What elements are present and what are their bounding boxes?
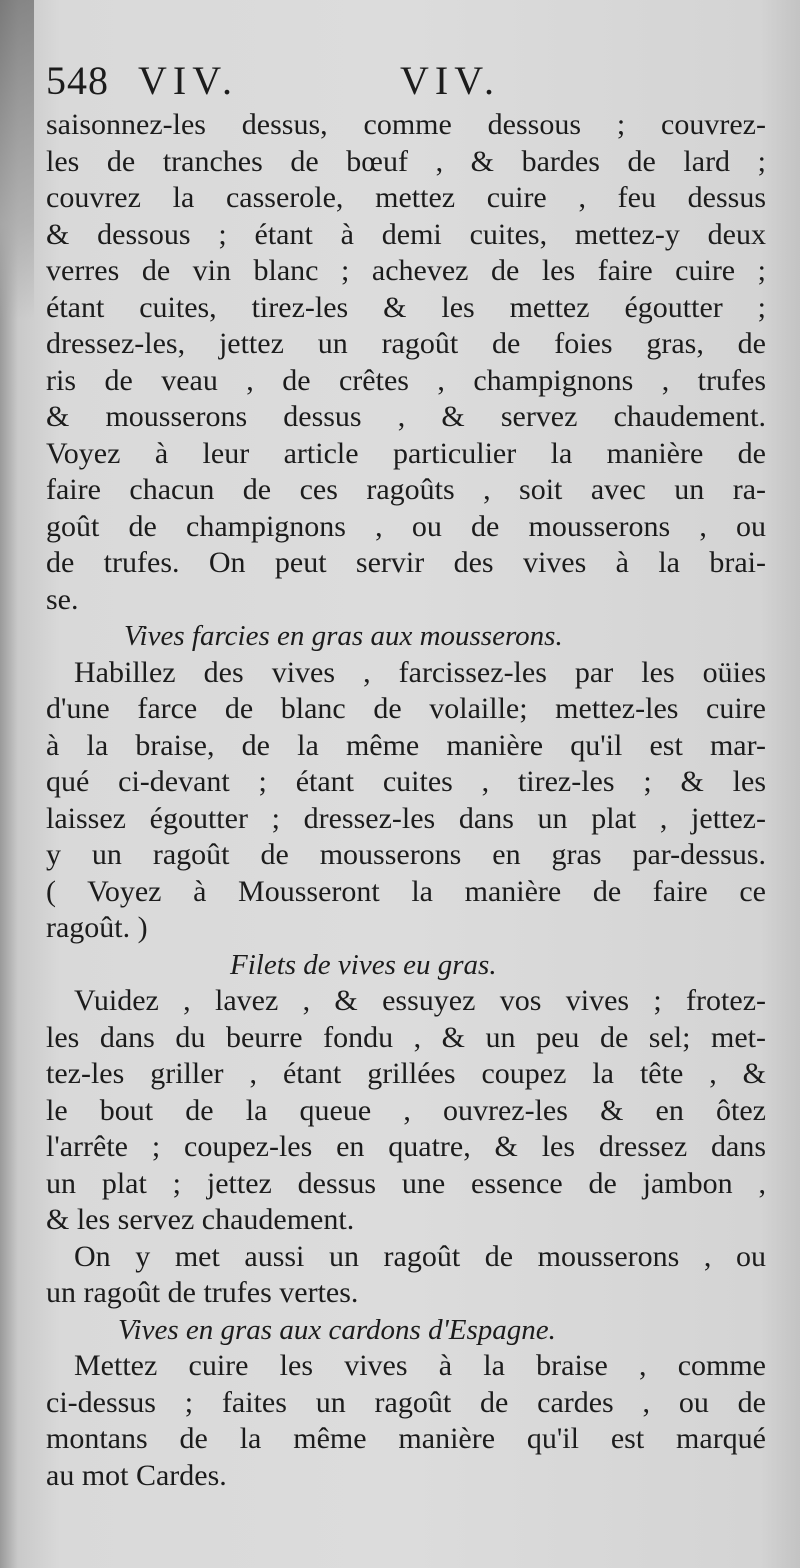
running-head-left: VIV. bbox=[138, 58, 238, 103]
text-line: au mot Cardes. bbox=[46, 1458, 227, 1492]
section-title: Filets de vives eu gras. bbox=[230, 948, 497, 981]
text-line: & dessous ; étant à demi cuites, mettez-y deux bbox=[46, 217, 766, 251]
text-line: montans de la même manière qu'il est marqué bbox=[46, 1422, 766, 1455]
paragraph bbox=[46, 1348, 766, 1494]
text-line: de trufes. On peut servir des vives à la brai- bbox=[46, 546, 766, 579]
text-line: se. bbox=[46, 582, 79, 616]
page-number: 548 bbox=[46, 58, 109, 103]
text-block bbox=[46, 55, 766, 1494]
section-title: Vives farcies en gras aux mousserons. bbox=[124, 620, 563, 652]
text-line: ragoût. ) bbox=[46, 911, 148, 944]
running-head-right: VIV. bbox=[400, 58, 500, 103]
text-line: d'une farce de blanc de volaille; mettez-les cuire bbox=[46, 692, 766, 725]
text-line: ris de veau , de crêtes , champignons , trufes bbox=[46, 363, 766, 397]
text-line: verres de vin blanc ; achevez de les faire cuire ; bbox=[46, 254, 766, 287]
text-line: dressez-les, jettez un ragoût de foies gras, de bbox=[46, 327, 766, 360]
text-line: un ragoût de trufes vertes. bbox=[46, 1276, 359, 1309]
text-line: y un ragoût de mousserons en gras par-dessus. bbox=[46, 838, 766, 871]
text-line: On y met aussi un ragoût de mousserons , ou bbox=[74, 1239, 766, 1273]
page-edge-shadow bbox=[0, 0, 34, 320]
text-line: saisonnez-les dessus, comme dessous ; couvrez- bbox=[46, 108, 766, 141]
section-title: Vives en gras aux cardons d'Espagne. bbox=[118, 1313, 556, 1346]
text-line: les dans du beurre fondu , & un peu de sel; met- bbox=[46, 1020, 766, 1054]
text-line: les de tranches de bœuf , & bardes de lard ; bbox=[46, 144, 766, 178]
text-line: laissez égoutter ; dressez-les dans un plat , jettez- bbox=[46, 801, 766, 835]
text-line: Voyez à leur article particulier la manière de bbox=[46, 436, 766, 470]
text-line: Mettez cuire les vives à la braise , comme bbox=[74, 1349, 766, 1382]
text-line: tez-les griller , étant grillées coupez la tête , & bbox=[46, 1057, 766, 1090]
text-line: couvrez la casserole, mettez cuire , feu dessus bbox=[46, 181, 766, 214]
paragraph bbox=[46, 983, 766, 1312]
text-line: un plat ; jettez dessus une essence de jambon , bbox=[46, 1166, 766, 1200]
text-line: étant cuites, tirez-les & les mettez égoutter ; bbox=[46, 290, 766, 324]
text-line: l'arrête ; coupez-les en quatre, & les dressez dans bbox=[46, 1130, 766, 1163]
text-line: Vuidez , lavez , & essuyez vos vives ; frotez- bbox=[74, 984, 766, 1017]
text-line: & mousserons dessus , & servez chaudement. bbox=[46, 400, 766, 433]
text-line: & les servez chaudement. bbox=[46, 1203, 355, 1236]
text-line: à la braise, de la même manière qu'il est mar- bbox=[46, 728, 766, 762]
text-line: ci-dessus ; faites un ragoût de cardes , ou de bbox=[46, 1385, 766, 1419]
text-line: faire chacun de ces ragoûts , soit avec un ra- bbox=[46, 473, 766, 506]
text-line: Habillez des vives , farcissez-les par les oüies bbox=[74, 655, 766, 689]
paragraph-continuation bbox=[46, 107, 766, 618]
text-line: goût de champignons , ou de mousserons , ou bbox=[46, 509, 766, 543]
text-line: qué ci-devant ; étant cuites , tirez-les ; & les bbox=[46, 765, 766, 798]
text-line: le bout de la queue , ouvrez-les & en ôtez bbox=[46, 1093, 766, 1127]
page-header bbox=[46, 55, 766, 107]
paragraph bbox=[46, 655, 766, 947]
text-line: ( Voyez à Mousseront la manière de faire ce bbox=[46, 874, 766, 908]
